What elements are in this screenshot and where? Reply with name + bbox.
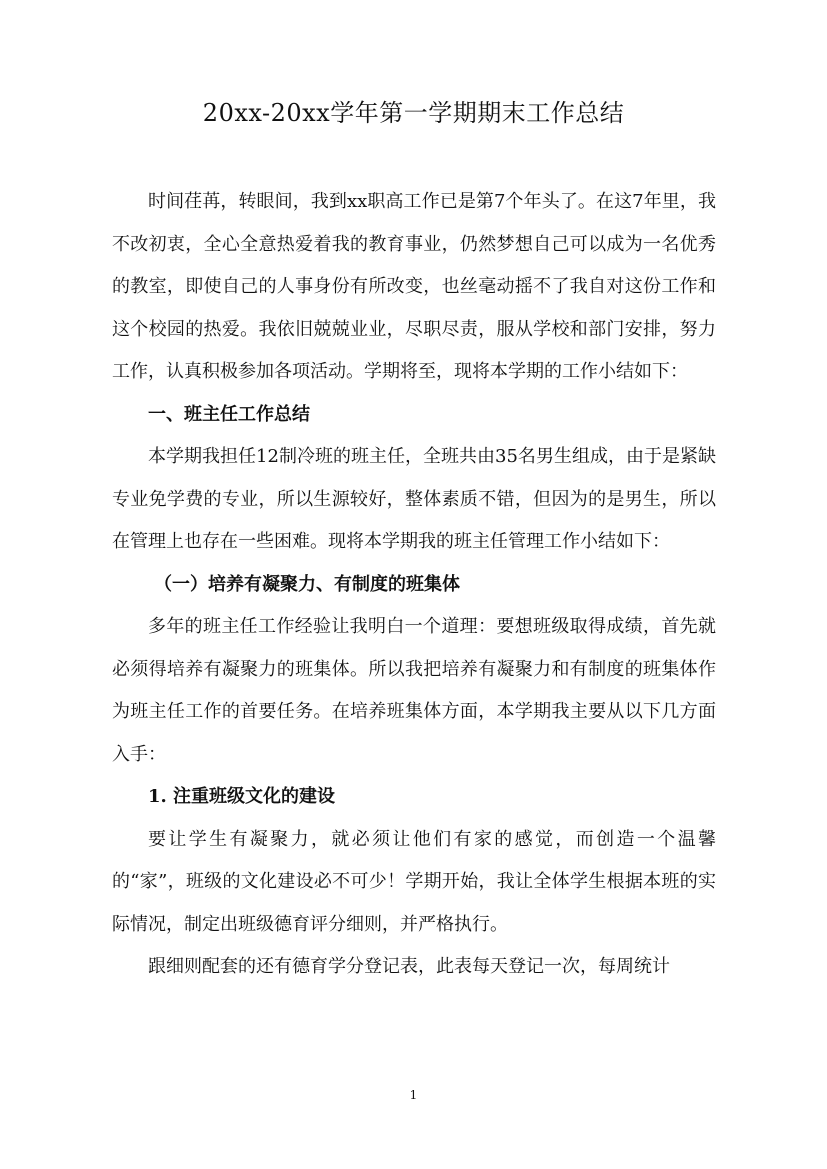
- numbered-heading: 1. 注重班级文化的建设: [148, 786, 336, 807]
- document-title: 20xx-20xx学年第一学期期末工作总结: [202, 99, 625, 127]
- page-number: 1: [409, 1088, 418, 1102]
- paragraph-class-culture: 要让学生有凝聚力，就必须让他们有家的感觉，而创造一个温馨的“家”，班级的文化建设必不可少！学期开始，我让全体学生根据本班的实际情况，制定出班级德育评分细则，并严格执行。: [112, 828, 716, 935]
- paragraph-cohesion: 多年的班主任工作经验让我明白一个道理：要想班级取得成绩，首先就必须得培养有凝聚力的班集体。所以我把培养有凝聚力和有制度的班集体作为班主任工作的首要任务。在培养班集体方面，本学期我主要从以下几方面入手：: [112, 616, 716, 765]
- section-heading: 一、班主任工作总结: [148, 403, 310, 425]
- paragraph-class-overview: 本学期我担任12制冷班的班主任，全班共由35名男生组成，由于是紧缺专业免学费的专业，所以生源较好，整体素质不错，但因为的是男生，所以在管理上也存在一些困难。现将本学期我的班主任管理工作小结如下：: [112, 446, 716, 552]
- intro-paragraph: 时间荏苒，转眼间，我到xx职高工作已是第7个年头了。在这7年里，我不改初衷，全心全意热爱着我的教育事业，仍然梦想自己可以成为一名优秀的教室，即使自己的人事身份有所改变，也丝毫动摇不了我自对这份工作和这个校园的热爱。我依旧兢兢业业，尽职尽责，服从学校和部门安排，努力工作，认真积极参加各项活动。学期将至，现将本学期的工作小结如下：: [112, 191, 716, 382]
- subsection-heading: （一）培养有凝聚力、有制度的班集体: [154, 573, 460, 595]
- paragraph-moral-record: 跟细则配套的还有德育学分登记表，此表每天登记一次，每周统计: [148, 956, 670, 977]
- body-text: [112, 181, 716, 989]
